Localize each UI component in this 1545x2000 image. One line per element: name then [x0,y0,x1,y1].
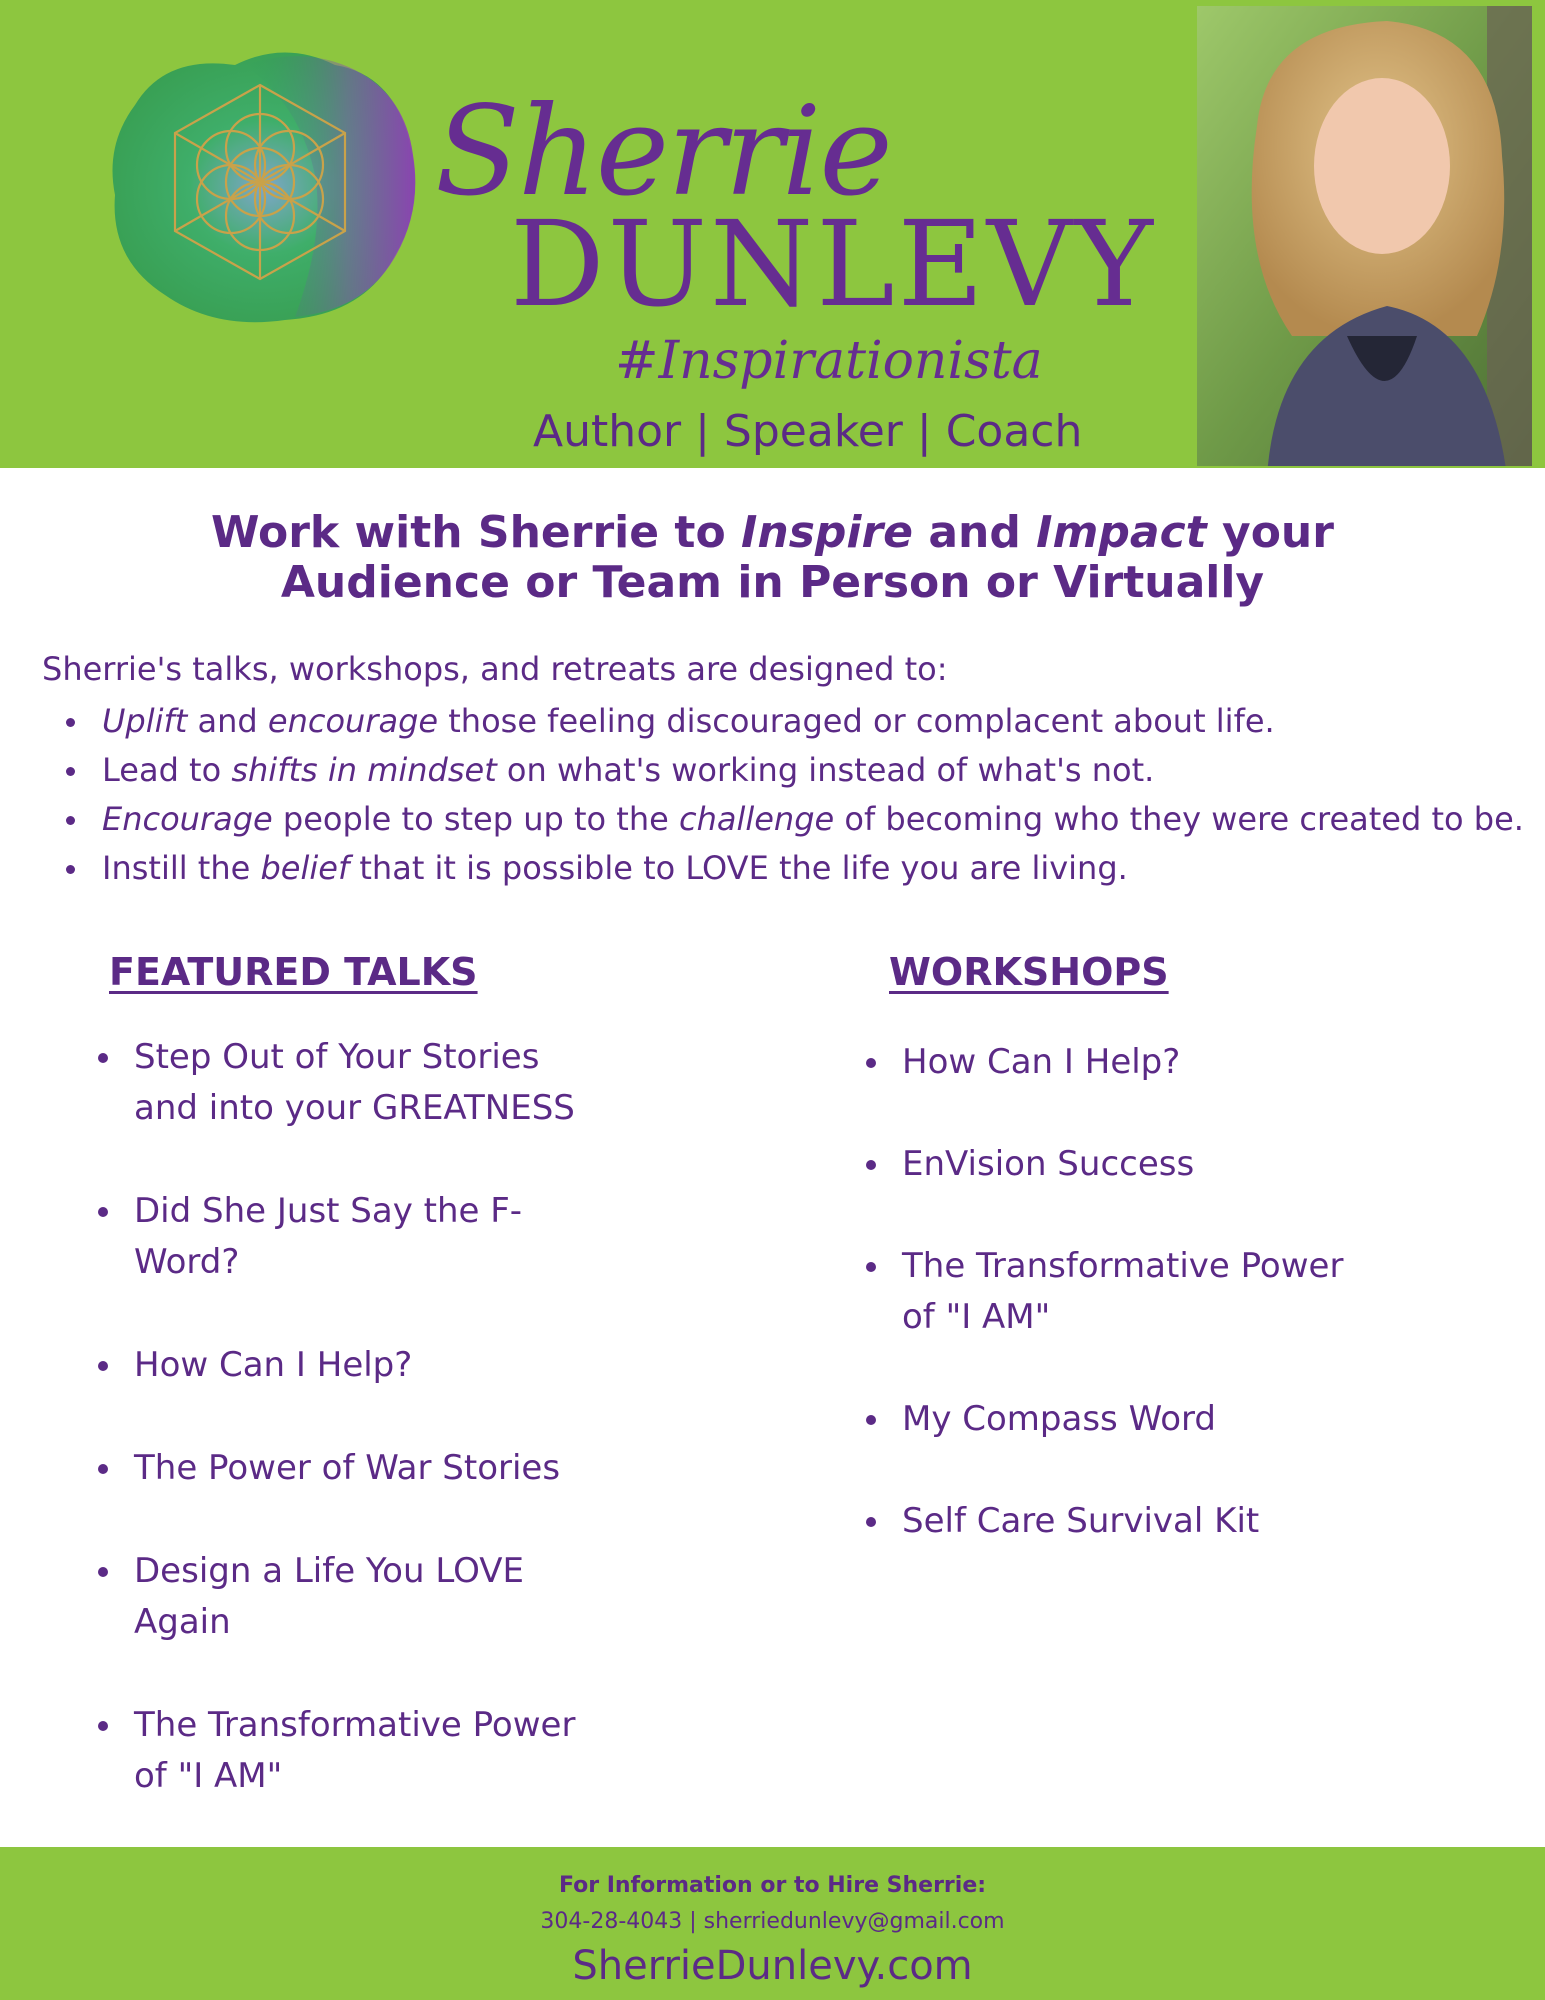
list-item: My Compass Word [864,1394,1343,1445]
list-item: The Power of War Stories [96,1443,575,1494]
footer-banner [0,1847,1545,2000]
featured-talks-list [96,1032,575,1854]
list-item: Instill the belief that it is possible to LOVE the life you are living. [62,844,1524,893]
list-item: Did She Just Say the F- Word? [96,1186,575,1288]
list-item: Uplift and encourage those feeling discouraged or complacent about life. [62,697,1524,746]
workshops-title: WORKSHOPS [889,950,1169,994]
website-link[interactable]: SherrieDunlevy.com [572,1943,973,1989]
list-item: Lead to shifts in mindset on what's working instead of what's not. [62,746,1524,795]
intro-lead: Sherrie's talks, workshops, and retreats are designed to: [42,650,948,688]
featured-talks-title: FEATURED TALKS [109,950,478,994]
portrait-photo [1197,6,1532,466]
list-item: EnVision Success [864,1139,1343,1190]
list-item: The Transformative Power of "I AM" [96,1700,575,1802]
brand-roles: Author | Speaker | Coach [533,406,1083,457]
list-item: Step Out of Your Stories and into your GREATNESS [96,1032,575,1134]
headline [0,508,1545,608]
list-item: The Transformative Power of "I AM" [864,1241,1343,1343]
headline-line-2: Audience or Team in Person or Virtually [280,557,1265,608]
list-item: How Can I Help? [864,1037,1343,1088]
list-item: Self Care Survival Kit [864,1496,1343,1547]
brand-script-name: Sherrie [435,80,891,224]
list-item: How Can I Help? [96,1340,575,1391]
intro-bullet-list [62,697,1524,893]
footer-contact: 304-28-4043 | sherriedunlevy@gmail.com [540,1909,1005,1934]
list-item: Design a Life You LOVE Again [96,1546,575,1648]
footer-heading: For Information or to Hire Sherrie: [558,1873,987,1898]
flower-of-life-logo-icon [95,35,425,335]
brand-hashtag: #Inspirationista [615,331,1043,391]
list-item: Encourage people to step up to the challenge of becoming who they were created to be. [62,795,1524,844]
headline-line-1: Work with Sherrie to Inspire and Impact your [211,507,1334,558]
workshops-list [864,1037,1343,1598]
brand-surname: DUNLEVY [510,195,1156,333]
header-banner [0,0,1545,468]
